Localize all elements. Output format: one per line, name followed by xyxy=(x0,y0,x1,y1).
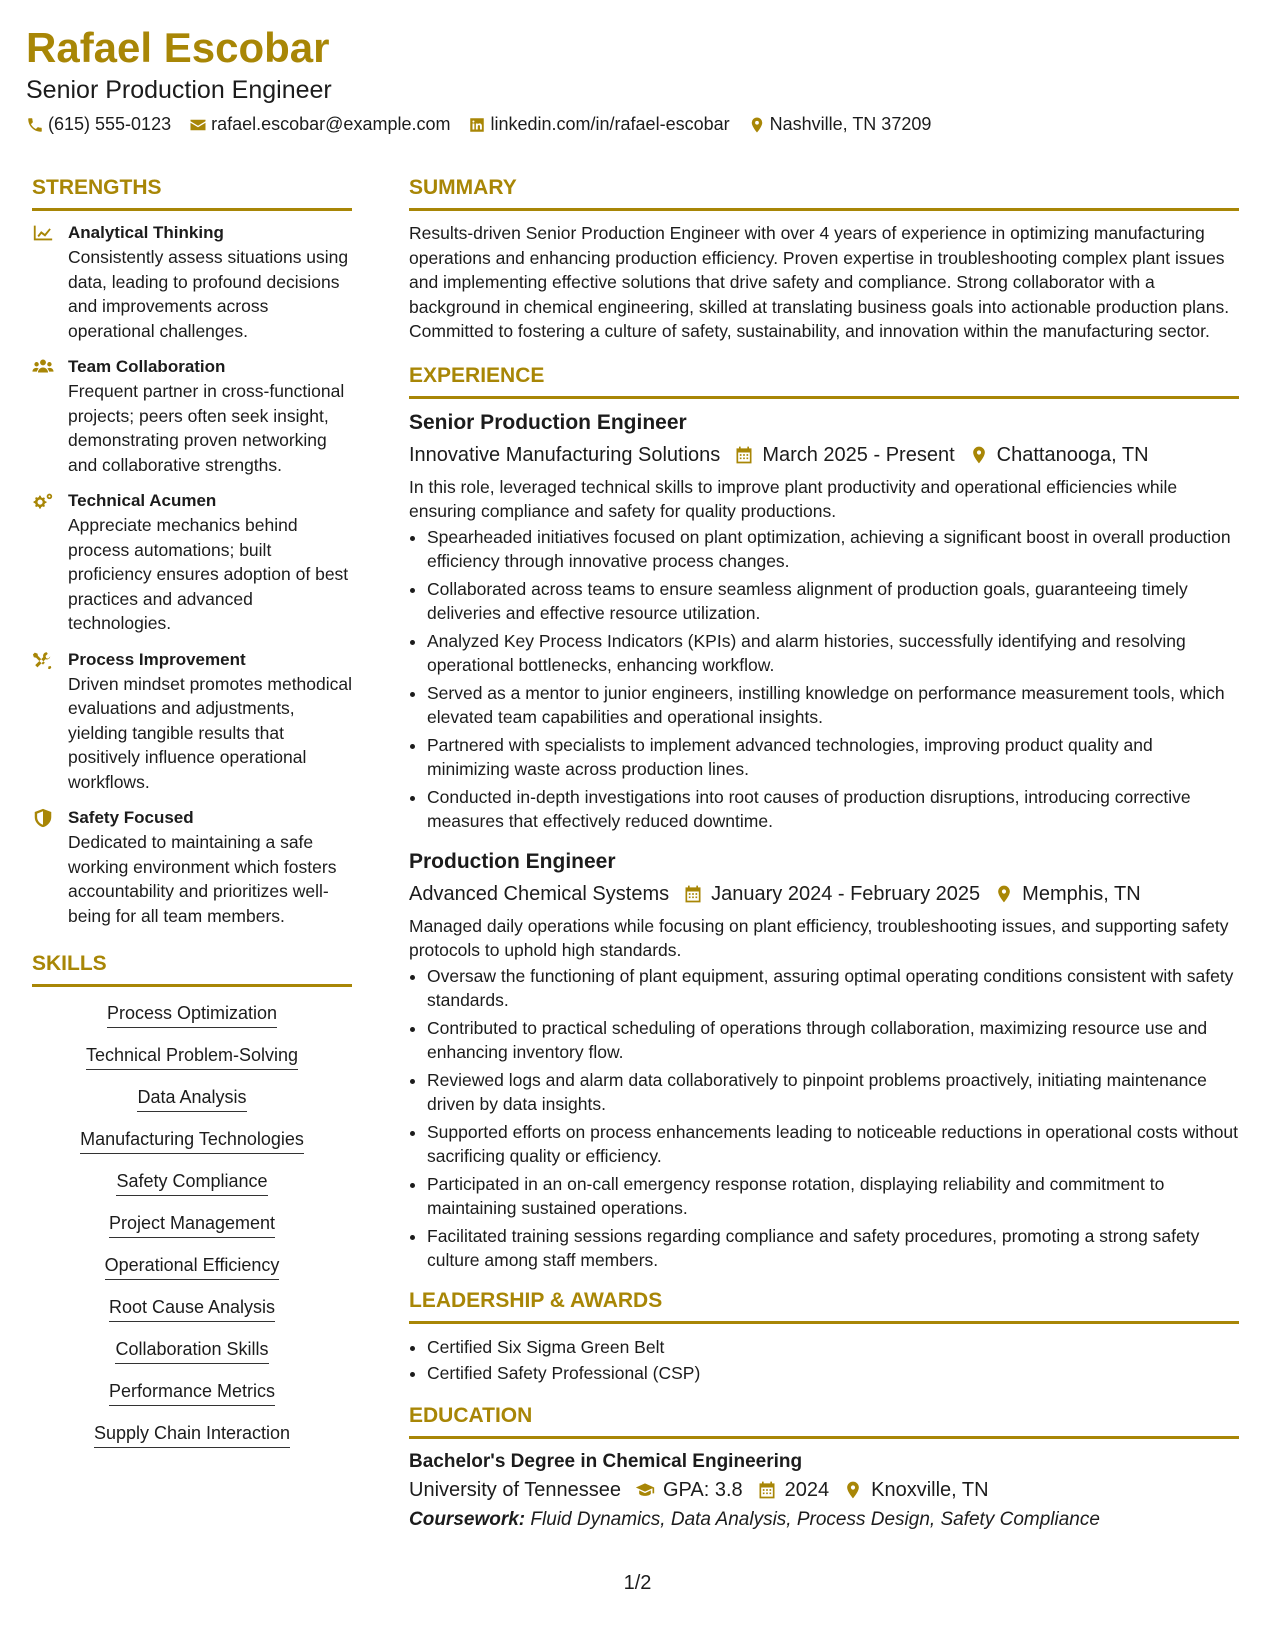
list-item xyxy=(32,1253,352,1280)
job-location: Memphis, TN xyxy=(1022,882,1141,905)
strength-item xyxy=(32,806,352,928)
calendar-icon xyxy=(734,445,754,465)
contact-phone xyxy=(26,114,171,135)
list-item: • Supported efforts on process enhancements leading to noticeable reductions in operational costs without sacrificing quality or efficiency. xyxy=(427,1120,1239,1169)
skill-tag: Manufacturing Technologies xyxy=(80,1127,304,1154)
strength-title: Safety Focused xyxy=(68,808,194,827)
job-bullets xyxy=(409,964,1239,1273)
calendar-icon xyxy=(683,884,703,904)
tools-icon xyxy=(32,650,54,670)
linkedin-text[interactable]: linkedin.com/in/rafael-escobar xyxy=(490,114,730,134)
strength-desc: Frequent partner in cross-functional projects; peers often seek insight, demonstrating proven networking and collaborative strengths. xyxy=(68,381,345,475)
job-company: Innovative Manufacturing Solutions xyxy=(409,443,721,466)
job-location: Chattanooga, TN xyxy=(996,443,1149,466)
skills-list xyxy=(32,1001,352,1448)
list-item: • Analyzed Key Process Indicators (KPIs) and alarm histories, successfully identifying and resolving operational bottlenecks, enhancing workflow. xyxy=(427,629,1239,678)
gears-icon xyxy=(32,491,54,511)
contact-row xyxy=(26,114,1249,135)
chart-line-icon xyxy=(32,223,54,243)
map-pin-icon xyxy=(748,116,766,134)
list-item xyxy=(32,1169,352,1196)
email-text[interactable]: rafael.escobar@example.com xyxy=(211,114,451,134)
right-column xyxy=(409,174,1239,1535)
resume-header xyxy=(26,22,1249,135)
list-item: • Served as a mentor to junior engineers, instilling knowledge on performance measurement tools, which elevated team capabilities and operational insights. xyxy=(427,681,1239,730)
page-number: 1/2 xyxy=(623,1572,652,1594)
list-item xyxy=(32,1295,352,1322)
job-meta xyxy=(409,880,1239,908)
skill-tag: Process Optimization xyxy=(107,1001,277,1028)
job-dates: January 2024 - February 2025 xyxy=(711,882,981,905)
skill-tag: Collaboration Skills xyxy=(115,1337,268,1364)
skill-tag: Data Analysis xyxy=(137,1085,246,1112)
calendar-icon xyxy=(757,1480,777,1500)
map-pin-icon xyxy=(994,884,1014,904)
edu-coursework xyxy=(409,1505,1239,1535)
list-item: • Certified Six Sigma Green Belt xyxy=(427,1334,1239,1360)
edu-school: University of Tennessee xyxy=(409,1478,621,1501)
job-bullets xyxy=(409,525,1239,834)
candidate-name: Rafael Escobar xyxy=(26,24,330,71)
summary-text: Results-driven Senior Production Engineer with over 4 years of experience in optimizing manufacturing operations and enhancing production efficiency. Proven expertise in troubleshooting complex plant issues and implementing effective solutions that drive safety and compliance. Strong collaborator with a background in chemical engineering, skilled at translating business goals into actionable production plans. Committed to fostering a culture of safety, sustainability, and innovation within the manufacturing sector. xyxy=(409,223,1230,341)
awards-heading: LEADERSHIP & AWARDS xyxy=(409,1287,1239,1324)
coursework-label: Coursework: xyxy=(409,1508,526,1530)
phone-icon xyxy=(26,116,44,134)
list-item xyxy=(32,1421,352,1448)
job-description: Managed daily operations while focusing on plant efficiency, troubleshooting issues, and supporting safety protocols to uphold high standards. xyxy=(409,915,1229,960)
list-item xyxy=(32,1043,352,1070)
linkedin-icon xyxy=(468,116,486,134)
summary-heading: SUMMARY xyxy=(409,174,1239,211)
list-item xyxy=(32,1337,352,1364)
skill-tag: Supply Chain Interaction xyxy=(94,1421,290,1448)
job-meta xyxy=(409,441,1239,469)
list-item xyxy=(32,1001,352,1028)
job-description: In this role, leveraged technical skills to improve plant productivity and operational efficiencies while ensuring compliance and safety for quality productions. xyxy=(409,476,1178,521)
edu-degree: Bachelor's Degree in Chemical Engineering xyxy=(409,1450,803,1472)
list-item: • Reviewed logs and alarm data collaboratively to pinpoint problems proactively, initiating maintenance driven by data insights. xyxy=(427,1068,1239,1117)
skill-tag: Technical Problem-Solving xyxy=(86,1043,298,1070)
list-item: • Certified Safety Professional (CSP) xyxy=(427,1360,1239,1386)
envelope-icon xyxy=(189,116,207,134)
strength-title: Analytical Thinking xyxy=(68,223,224,242)
list-item: • Contributed to practical scheduling of operations through collaboration, maximizing resource use and enhancing inventory flow. xyxy=(427,1016,1239,1065)
edu-gpa: GPA: 3.8 xyxy=(662,1478,743,1501)
job-entry xyxy=(409,848,1239,1273)
skill-tag: Safety Compliance xyxy=(116,1169,267,1196)
contact-email[interactable] xyxy=(189,114,450,135)
skills-heading: SKILLS xyxy=(32,950,352,987)
strength-title: Team Collaboration xyxy=(68,357,226,376)
edu-meta xyxy=(409,1475,1239,1505)
education-heading: EDUCATION xyxy=(409,1402,1239,1439)
list-item: • Collaborated across teams to ensure seamless alignment of production goals, guaranteeing timely deliveries and effective resource utilization. xyxy=(427,577,1239,626)
left-column xyxy=(32,174,352,1463)
skill-tag: Project Management xyxy=(109,1211,275,1238)
job-dates: March 2025 - Present xyxy=(762,443,955,466)
list-item xyxy=(32,1211,352,1238)
list-item xyxy=(32,1127,352,1154)
map-pin-icon xyxy=(969,445,989,465)
users-icon xyxy=(32,357,54,377)
job-company: Advanced Chemical Systems xyxy=(409,882,670,905)
contact-location xyxy=(748,114,932,135)
strength-item xyxy=(32,648,352,795)
edu-location: Knoxville, TN xyxy=(871,1478,989,1501)
strength-desc: Driven mindset promotes methodical evaluations and adjustments, yielding tangible results that positively influence operational workflows. xyxy=(68,673,353,792)
map-pin-icon xyxy=(843,1480,863,1500)
job-entry xyxy=(409,409,1239,834)
shield-icon xyxy=(32,808,54,828)
strength-item xyxy=(32,489,352,636)
strength-desc: Consistently assess situations using data, leading to profound decisions and improvements across operational challenges. xyxy=(68,247,349,341)
strengths-heading: STRENGTHS xyxy=(32,174,352,211)
experience-heading: EXPERIENCE xyxy=(409,362,1239,399)
strength-item xyxy=(32,221,352,343)
list-item xyxy=(32,1085,352,1112)
contact-linkedin[interactable] xyxy=(468,114,729,135)
strength-title: Process Improvement xyxy=(68,649,246,669)
location-text: Nashville, TN 37209 xyxy=(769,114,932,134)
list-item: • Partnered with specialists to implement advanced technologies, improving product quality and minimizing waste across production lines. xyxy=(427,733,1239,782)
awards-list xyxy=(409,1334,1239,1386)
list-item xyxy=(32,1379,352,1406)
skill-tag: Root Cause Analysis xyxy=(109,1295,275,1322)
strength-title: Technical Acumen xyxy=(68,491,217,510)
list-item: • Spearheaded initiatives focused on plant optimization, achieving a significant boost in overall production efficiency through innovative process changes. xyxy=(427,525,1239,574)
coursework-text: Fluid Dynamics, Data Analysis, Process Design, Safety Compliance xyxy=(530,1508,1100,1530)
list-item: • Oversaw the functioning of plant equipment, assuring optimal operating conditions consistent with safety standards. xyxy=(427,964,1239,1013)
strength-desc: Dedicated to maintaining a safe working environment which fosters accountability and prioritizes well-being for all team members. xyxy=(68,832,337,926)
edu-year: 2024 xyxy=(784,1478,830,1501)
job-title: Production Engineer xyxy=(409,849,616,873)
skill-tag: Operational Efficiency xyxy=(105,1253,280,1280)
strength-item xyxy=(32,355,352,477)
list-item: • Facilitated training sessions regarding compliance and safety procedures, promoting a strong safety culture among staff members. xyxy=(427,1224,1239,1273)
phone-text: (615) 555-0123 xyxy=(48,114,172,134)
candidate-title: Senior Production Engineer xyxy=(26,76,332,104)
graduation-cap-icon xyxy=(635,1480,655,1500)
job-title: Senior Production Engineer xyxy=(409,410,687,434)
strength-desc: Appreciate mechanics behind process automations; built proficiency ensures adoption of best practices and advanced technologies. xyxy=(68,515,349,633)
list-item: • Conducted in-depth investigations into root causes of production disruptions, introducing corrective measures that effectively reduced downtime. xyxy=(427,785,1239,834)
skill-tag: Performance Metrics xyxy=(109,1379,275,1406)
list-item: • Participated in an on-call emergency response rotation, displaying reliability and commitment to maintaining sustained operations. xyxy=(427,1172,1239,1221)
